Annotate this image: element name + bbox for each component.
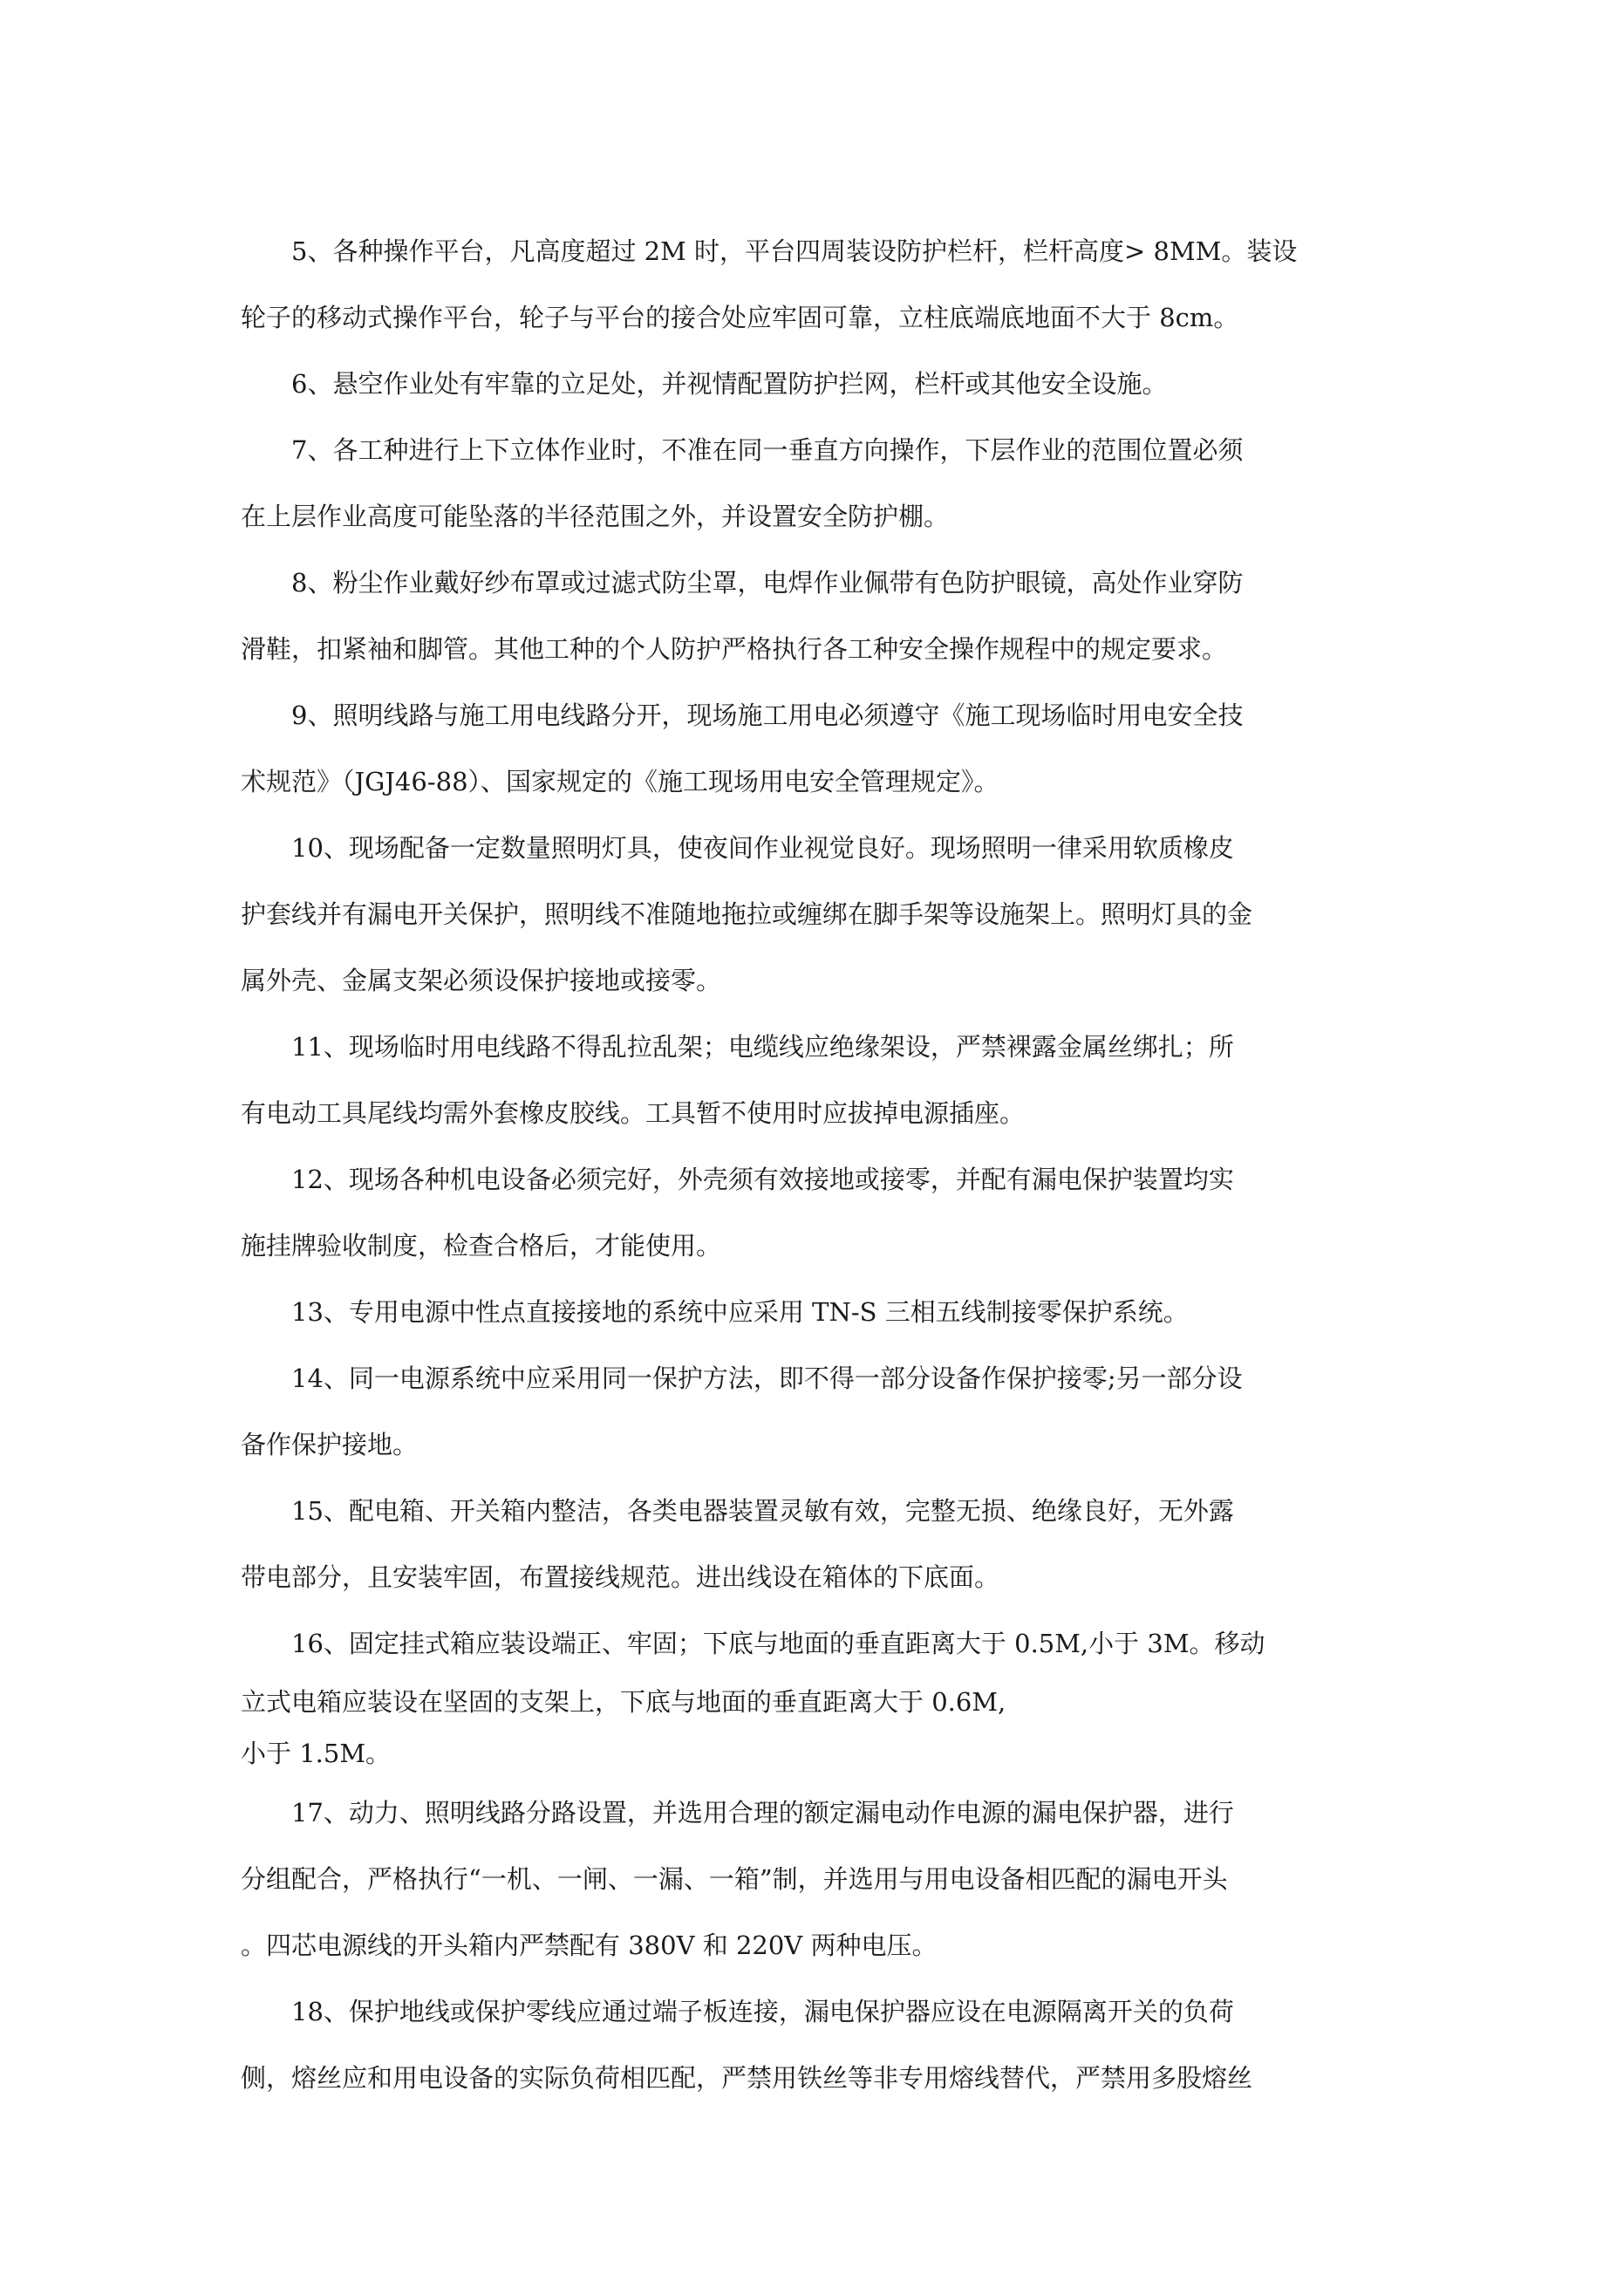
paragraph-18 xyxy=(241,1978,1401,2111)
document-body xyxy=(241,218,1401,2111)
paragraph-line: 术规范》（JGJ46-88）、国家规定的《施工现场用电安全管理规定》。 xyxy=(241,767,999,796)
paragraph-line: 8、粉尘作业戴好纱布罩或过滤式防尘罩，电焊作业佩带有色防护眼镜，高处作业穿防 xyxy=(291,568,1244,598)
paragraph-7 xyxy=(241,417,1401,550)
paragraph-line: 12、现场各种机电设备必须完好，外壳须有效接地或接零，并配有漏电保护装置均实 xyxy=(291,1165,1234,1194)
paragraph-6 xyxy=(241,351,1401,417)
paragraph-line: 7、各工种进行上下立体作业时，不准在同一垂直方向操作，下层作业的范围位置必须 xyxy=(291,435,1244,465)
paragraph-line: 9、照明线路与施工用电线路分开，现场施工用电必须遵守《施工现场临时用电安全技 xyxy=(291,700,1244,730)
paragraph-line: 施挂牌验收制度，检查合格后，才能使用。 xyxy=(241,1231,722,1261)
paragraph-line: 轮子的移动式操作平台，轮子与平台的接合处应牢固可靠，立柱底端底地面不大于 8cm。 xyxy=(241,303,1239,332)
paragraph-17 xyxy=(241,1780,1401,1978)
paragraph-16 xyxy=(241,1610,1401,1780)
paragraph-line: 15、配电箱、开关箱内整洁，各类电器装置灵敏有效，完整无损、绝缘良好，无外露 xyxy=(291,1496,1234,1526)
paragraph-12 xyxy=(241,1146,1401,1279)
paragraph-13 xyxy=(241,1279,1401,1345)
paragraph-10 xyxy=(241,815,1401,1014)
paragraph-line: 10、现场配备一定数量照明灯具，使夜间作业视觉良好。现场照明一律采用软质橡皮 xyxy=(291,833,1234,863)
paragraph-line: 分组配合，严格执行“一机、一闸、一漏、一箱”制，并选用与用电设备相匹配的漏电开头 xyxy=(241,1864,1228,1894)
paragraph-line: 有电动工具尾线均需外套橡皮胶线。工具暂不使用时应拔掉电源插座。 xyxy=(241,1098,1026,1128)
paragraph-9 xyxy=(241,682,1401,815)
paragraph-line: 属外壳、金属支架必须设保护接地或接零。 xyxy=(241,966,722,995)
paragraph-line: 。四芯电源线的开头箱内严禁配有 380V 和 220V 两种电压。 xyxy=(241,1930,938,1960)
paragraph-15 xyxy=(241,1478,1401,1610)
paragraph-line: 小于 1.5M。 xyxy=(241,1739,392,1768)
paragraph-line: 护套线并有漏电开关保护，照明线不准随地拖拉或缠绑在脚手架等设施架上。照明灯具的金 xyxy=(241,899,1253,929)
paragraph-line: 18、保护地线或保护零线应通过端子板连接，漏电保护器应设在电源隔离开关的负荷 xyxy=(291,1997,1234,2026)
paragraph-8 xyxy=(241,550,1401,682)
paragraph-line: 6、悬空作业处有牢靠的立足处，并视情配置防护拦网，栏杆或其他安全设施。 xyxy=(291,369,1168,399)
paragraph-line: 在上层作业高度可能坠落的半径范围之外，并设置安全防护棚。 xyxy=(241,502,950,531)
paragraph-line: 11、现场临时用电线路不得乱拉乱架；电缆线应绝缘架设，严禁裸露金属丝绑扎；所 xyxy=(291,1032,1234,1062)
paragraph-line: 带电部分，且安装牢固，布置接线规范。进出线设在箱体的下底面。 xyxy=(241,1562,1000,1592)
paragraph-11 xyxy=(241,1014,1401,1146)
paragraph-line: 14、同一电源系统中应采用同一保护方法，即不得一部分设备作保护接零;另一部分设 xyxy=(291,1363,1243,1393)
paragraph-line: 17、动力、照明线路分路设置，并选用合理的额定漏电动作电源的漏电保护器，进行 xyxy=(291,1798,1234,1828)
paragraph-line: 16、固定挂式箱应装设端正、牢固；下底与地面的垂直距离大于 0.5M,小于 3M。移动 xyxy=(291,1629,1265,1658)
paragraph-5 xyxy=(241,218,1401,351)
paragraph-14 xyxy=(241,1345,1401,1478)
paragraph-line: 13、专用电源中性点直接接地的系统中应采用 TN-S 三相五线制接零保护系统。 xyxy=(291,1297,1189,1327)
paragraph-line: 5、各种操作平台，凡高度超过 2M 时，平台四周装设防护栏杆，栏杆高度> 8MM。装设 xyxy=(291,236,1298,266)
paragraph-line: 滑鞋，扣紧袖和脚管。其他工种的个人防护严格执行各工种安全操作规程中的规定要求。 xyxy=(241,634,1228,664)
paragraph-line: 备作保护接地。 xyxy=(241,1430,419,1459)
paragraph-line: 侧，熔丝应和用电设备的实际负荷相匹配，严禁用铁丝等非专用熔线替代，严禁用多股熔丝 xyxy=(241,2063,1253,2093)
paragraph-line: 立式电箱应装设在坚固的支架上，下底与地面的垂直距离大于 0.6M, xyxy=(241,1687,1006,1717)
